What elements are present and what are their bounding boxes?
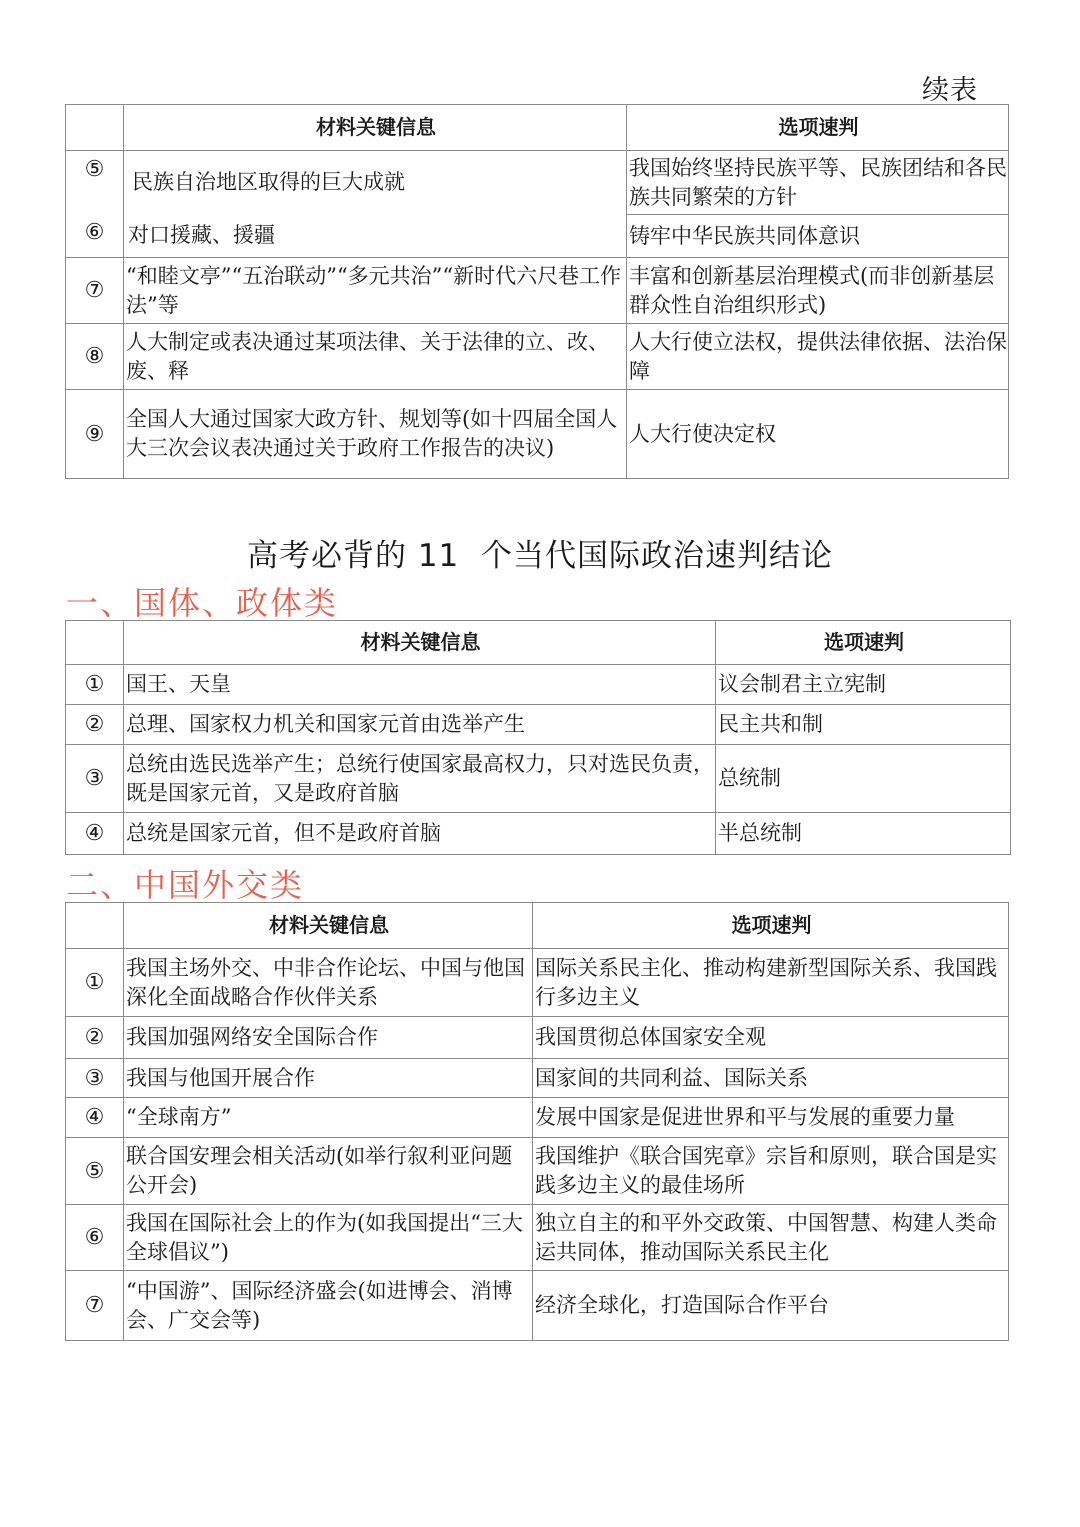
page-title: 高考必背的 11 个当代国际政治速判结论 xyxy=(246,538,833,574)
info-cell: “中国游”、国际经济盛会(如进博会、消博会、广交会等) xyxy=(124,1271,533,1341)
judge-cell: 铸牢中华民族共同体意识 xyxy=(627,215,1009,258)
section-heading-polity: 一、国体、政体类 xyxy=(66,584,339,622)
row-number: ⑧ xyxy=(66,324,124,390)
continued-table-label: 续表 xyxy=(922,75,978,106)
info-cell: 总统是国家元首，但不是政府首脑 xyxy=(124,813,716,855)
table-row xyxy=(66,390,1009,479)
section-heading-diplomacy: 二、中国外交类 xyxy=(66,866,305,904)
judge-cell: 人大行使决定权 xyxy=(627,390,1009,479)
table-row xyxy=(66,258,1009,324)
row-number: ④ xyxy=(66,1098,124,1138)
polity-table xyxy=(65,620,1011,855)
diplomacy-table xyxy=(65,902,1009,1341)
table-header-blank xyxy=(66,105,124,151)
judge-cell: 发展中国家是促进世界和平与发展的重要力量 xyxy=(533,1098,1009,1138)
info-cell: 全国人大通过国家大政方针、规划等(如十四届全国人大三次会议表决通过关于政府工作报告的决议) xyxy=(124,390,627,479)
row-number: ⑥ xyxy=(66,1205,124,1271)
judge-cell: 经济全球化，打造国际合作平台 xyxy=(533,1271,1009,1341)
table-row xyxy=(66,705,1011,745)
info-cell xyxy=(124,151,627,215)
info-cell: 我国主场外交、中非合作论坛、中国与他国深化全面战略合作伙伴关系 xyxy=(124,949,533,1017)
table-row xyxy=(66,1098,1009,1138)
row-number: ② xyxy=(66,705,124,745)
row-number: ③ xyxy=(66,1059,124,1098)
row-number: ④ xyxy=(66,813,124,855)
info-cell: 我国在国际社会上的作为(如我国提出“三大全球倡议”) xyxy=(124,1205,533,1271)
table-header-info: 材料关键信息 xyxy=(124,621,716,665)
table-header-judge: 选项速判 xyxy=(533,903,1009,949)
row-number: ⑦ xyxy=(66,1271,124,1341)
table-row xyxy=(66,151,1009,215)
table-row xyxy=(66,813,1011,855)
table-row xyxy=(66,215,1009,258)
table-row xyxy=(66,1205,1009,1271)
table-row xyxy=(66,745,1011,813)
info-cell: 国王、天皇 xyxy=(124,665,716,705)
judge-cell: 我国贯彻总体国家安全观 xyxy=(533,1017,1009,1059)
table-row xyxy=(66,1271,1009,1341)
table-header-row xyxy=(66,621,1011,665)
table-header-blank xyxy=(66,903,124,949)
table-header-info: 材料关键信息 xyxy=(124,105,627,151)
row-number: ⑤ xyxy=(66,1138,124,1205)
info-cell: 总统由选民选举产生；总统行使国家最高权力，只对选民负责，既是国家元首，又是政府首脑 xyxy=(124,745,716,813)
info-cell: “全球南方” xyxy=(124,1098,533,1138)
info-text: 民族自治地区取得的巨大成就 xyxy=(132,170,405,195)
row-number: ⑤ xyxy=(84,157,105,182)
info-cell: 我国加强网络安全国际合作 xyxy=(124,1017,533,1059)
judge-cell: 国家间的共同利益、国际关系 xyxy=(533,1059,1009,1098)
table-header-info: 材料关键信息 xyxy=(124,903,533,949)
judge-cell: 我国始终坚持民族平等、民族团结和各民族共同繁荣的方针 xyxy=(627,151,1009,215)
info-cell: 总理、国家权力机关和国家元首由选举产生 xyxy=(124,705,716,745)
row-number: ③ xyxy=(66,745,124,813)
row-number: ① xyxy=(66,949,124,1017)
table-header-judge: 选项速判 xyxy=(627,105,1009,151)
judge-cell: 民主共和制 xyxy=(716,705,1011,745)
judge-cell: 国际关系民主化、推动构建新型国际关系、我国践行多边主义 xyxy=(533,949,1009,1017)
table-row xyxy=(66,1059,1009,1098)
row-number: ⑨ xyxy=(66,390,124,479)
judge-cell: 总统制 xyxy=(716,745,1011,813)
table-header-row xyxy=(66,903,1009,949)
judge-cell: 独立自主的和平外交政策、中国智慧、构建人类命运共同体，推动国际关系民主化 xyxy=(533,1205,1009,1271)
table-row xyxy=(66,1138,1009,1205)
info-cell: 人大制定或表决通过某项法律、关于法律的立、改、废、释 xyxy=(124,324,627,390)
info-cell: “和睦文亭”“五治联动”“多元共治”“新时代六尺巷工作法”等 xyxy=(124,258,627,324)
row-number: ⑥ xyxy=(84,220,105,245)
table-header-judge: 选项速判 xyxy=(716,621,1011,665)
row-number: ② xyxy=(66,1017,124,1059)
judge-cell: 人大行使立法权，提供法律依据、法治保障 xyxy=(627,324,1009,390)
judge-cell: 丰富和创新基层治理模式(而非创新基层群众性自治组织形式) xyxy=(627,258,1009,324)
row-number: ⑦ xyxy=(66,258,124,324)
table-row xyxy=(66,665,1011,705)
table-row xyxy=(66,949,1009,1017)
table-header-blank xyxy=(66,621,124,665)
judge-cell: 我国维护《联合国宪章》宗旨和原则，联合国是实践多边主义的最佳场所 xyxy=(533,1138,1009,1205)
info-cell: 我国与他国开展合作 xyxy=(124,1059,533,1098)
judge-cell: 议会制君主立宪制 xyxy=(716,665,1011,705)
row-number-group xyxy=(66,151,124,258)
table-row xyxy=(66,324,1009,390)
table-header-row xyxy=(66,105,1009,151)
table-row xyxy=(66,1017,1009,1059)
info-cell: 对口援藏、援疆 xyxy=(124,215,627,258)
judge-cell: 半总统制 xyxy=(716,813,1011,855)
info-cell: 联合国安理会相关活动(如举行叙利亚问题公开会) xyxy=(124,1138,533,1205)
row-number: ① xyxy=(66,665,124,705)
continued-table xyxy=(65,104,1009,479)
